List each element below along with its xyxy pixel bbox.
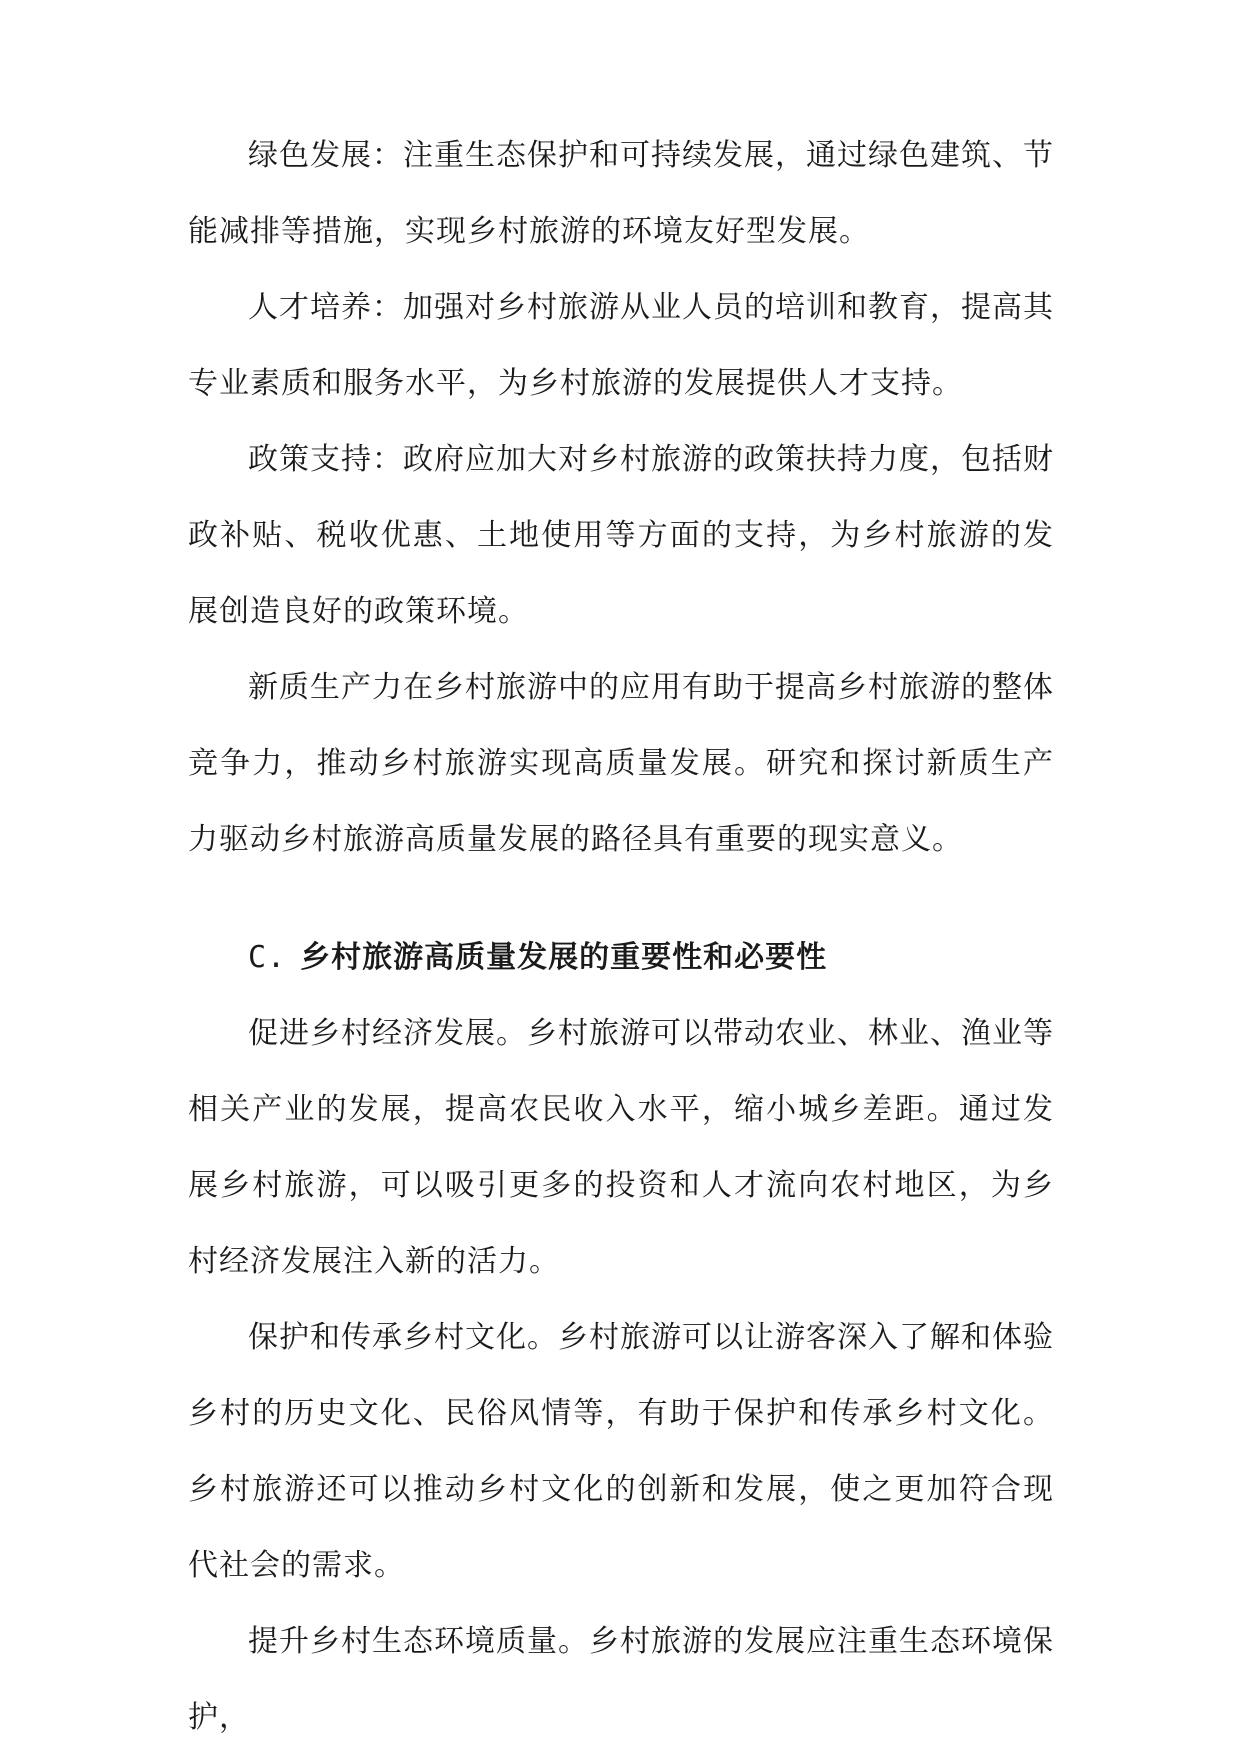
section-c-label: C.: [248, 940, 287, 975]
paragraph-green-development: 绿色发展：注重生态保护和可持续发展，通过绿色建筑、节能减排等措施，实现乡村旅游的环境友好型发展。: [188, 138, 1054, 249]
section-b-body: [188, 118, 1054, 878]
paragraph-policy-support: 政策支持：政府应加大对乡村旅游的政策扶持力度，包括财政补贴、税收优惠、土地使用等方面的支持，为乡村旅游的发展创造良好的政策环境。: [188, 442, 1054, 629]
paragraph-talent-cultivation: 人才培养：加强对乡村旅游从业人员的培训和教育，提高其专业素质和服务水平，为乡村旅游的发展提供人才支持。: [188, 290, 1054, 401]
paragraph-rural-economy: 促进乡村经济发展。乡村旅游可以带动农业、林业、渔业等相关产业的发展，提高农民收入水平，缩小城乡差距。通过发展乡村旅游，可以吸引更多的投资和人才流向农村地区，为乡村经济发展注入新的活力。: [188, 1016, 1054, 1279]
paragraph-rural-culture: 保护和传承乡村文化。乡村旅游可以让游客深入了解和体验乡村的历史文化、民俗风情等，有助于保护和传承乡村文化。乡村旅游还可以推动乡村文化的创新和发展，使之更加符合现代社会的需求。: [188, 1320, 1054, 1583]
paragraph-ecological-environment: 提升乡村生态环境质量。乡村旅游的发展应注重生态环境保护，: [188, 1624, 1054, 1735]
section-c-heading: [188, 920, 1054, 996]
section-c-title: 乡村旅游高质量发展的重要性和必要性: [300, 940, 828, 975]
paragraph-new-productivity: 新质生产力在乡村旅游中的应用有助于提高乡村旅游的整体竞争力，推动乡村旅游实现高质量发展。研究和探讨新质生产力驱动乡村旅游高质量发展的路径具有重要的现实意义。: [188, 670, 1054, 857]
section-c: [188, 920, 1054, 1756]
